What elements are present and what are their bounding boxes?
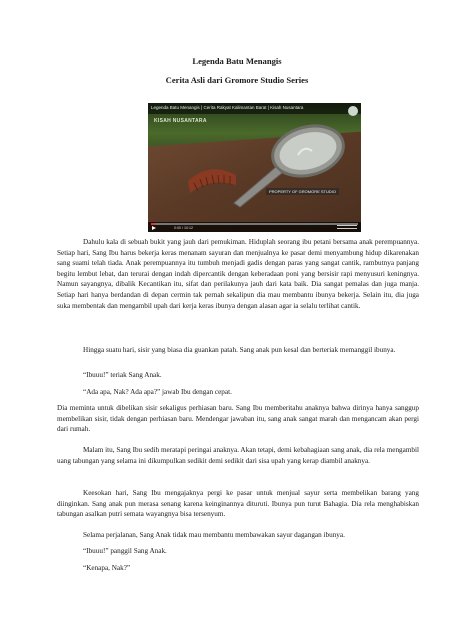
paragraph-text: Hingga suatu hari, sisir yang biasa dia guankan patah. Sang anak pun kesal dan berteriak memanggil ibunya. — [83, 346, 396, 354]
comb-icon — [188, 169, 236, 193]
paragraph-text: “Ada apa, Nak? Ada apa?” jawab Ibu dengan cepat. — [83, 388, 232, 396]
paragraph-text: Selama perjalanan, Sang Anak tidak mau membantu membawakan sayur dagangan ibunya. — [83, 531, 345, 539]
paragraph — [57, 345, 419, 356]
paragraph-text: Malam itu, Sang Ibu sedih meratapi peringai anaknya. Akan tetapi, demi kebahagiaan sang anak, dia rela mengambil uang tabungan yang selama ini dikumpulkan sedikit demi sedikit dari sisa upah yang kerap diambil anaknya. — [57, 446, 419, 465]
paragraph — [57, 445, 419, 466]
video-player[interactable] — [148, 103, 361, 232]
video-progress-fill — [151, 223, 155, 225]
video-watermark: PROPERTY OF GROMORE STUDIO — [266, 188, 339, 195]
paragraph — [57, 403, 419, 435]
paragraph — [57, 488, 419, 520]
document-subtitle: Cerita Asli dari Gromore Studio Series — [165, 75, 309, 85]
video-controls — [148, 222, 361, 232]
paragraph-text: “Kenapa, Nak?” — [83, 564, 131, 572]
paragraph — [57, 563, 419, 574]
fullscreen-icon[interactable] — [337, 225, 357, 229]
video-time: 0:00 / 10:12 — [174, 225, 193, 230]
channel-logo: KISAH NUSANTARA — [154, 118, 207, 124]
video-progress-bar[interactable] — [151, 223, 358, 225]
paragraph — [57, 387, 419, 398]
play-icon[interactable] — [152, 226, 156, 230]
paragraph-text: “Ibuuu!” panggil Sang Anak. — [83, 547, 167, 555]
paragraph-text: Keesokan hari, Sang Ibu mengajaknya pergi ke pasar untuk menjual sayur serta membelikan barang yang diinginkan. Sang anak pun merasa senang karena keinginannya dituruti. Ibunya pun turut Bahagia. Dia rela menghabiskan tabungan asalkan putri semata wayangnya bisa tersenyum. — [57, 489, 419, 519]
channel-avatar-icon[interactable] — [348, 106, 358, 116]
paragraph — [57, 370, 419, 381]
paragraph-text: Dia meminta untuk dibelikan sisir sekaligus perhiasan baru. Sang Ibu memberitahu anaknya bahwa dirinya hanya sanggup membelikan sisir, tidak dengan perhiasan baru. Mendengar jawaban itu, sang anak sangat marah dan mengancam akan pergi dari rumah. — [57, 404, 419, 434]
paragraph — [57, 546, 419, 557]
paragraph — [57, 237, 419, 311]
video-title-bar[interactable]: Legenda Batu Menangis | Cerita Rakyat Kalimantan Barat | Kisah Nusantara — [148, 103, 361, 114]
paragraph-text: “Ibuuu!” teriak Sang Anak. — [83, 371, 162, 379]
document-title: Legenda Batu Menangis — [192, 56, 282, 66]
paragraph — [57, 530, 419, 541]
paragraph-text: Dahulu kala di sebuah bukit yang jauh dari pemukiman. Hiduplah seorang ibu petani bersama anak perempuannya. Setiap hari, Sang Ibu harus bekerja keras menanam sayuran dan menjualnya ke pasar demi menyambung hidup dikarenakan sang suami telah tiada. Anak perempuannya itu tumbuh menjadi gadis dengan paras yang sangat cantik, rambutnya panjang begitu lembut lebat, dan terurai dengan indah dipercantik dengan keberadaan poni yang bersisir rapi menyusuri keningnya. Namun sayangnya, dibalik Kecantikan itu, sifat dan perilakunya jauh dari kata baik. Dia sangat pemalas dan juga manja. Setiap hari hanya berdandan di depan cermin tak pernah sekalipun dia mau membantu ibunya bekerja. Selain itu, dia juga suka membentak dan mengambil upah dari kerja keras ibunya dengan alasan agar ia selalu terlihat cantik. — [57, 238, 419, 310]
